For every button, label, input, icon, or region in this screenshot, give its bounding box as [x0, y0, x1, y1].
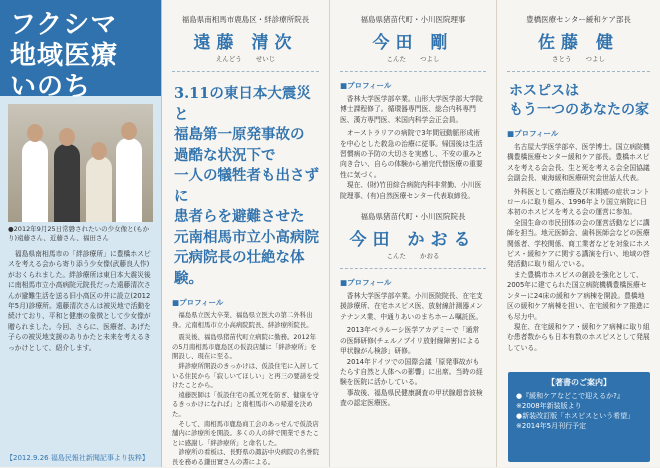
divider: [507, 71, 650, 72]
lead-body: 福島県南相馬市の「絆診療所」に豊橋ホスピスを考える会から寄り添う少女像(武藤良人作)がおくられました。絆診療所は東日本大震災後に南相馬市立小高病院元院長だった遠藤清次さんが避難生活を送る旧小高区の井に設立(2012年5月)診療所。遠藤清次さんは被災地で活動を続けており、平和と健康の象徴として少女像が贈られました。今回、さらに、医療者、あげた子らの被災地支援のありかたと未来を考えるきっかけとして、紹介します。: [8, 250, 151, 352]
group-photo: [8, 104, 153, 222]
book-2: ●新装改訂版「ホスピスという希望」: [516, 412, 635, 420]
konta-kaoru-kana: こんた かおる: [386, 252, 440, 261]
konta-tsuyoshi-body: オーストラリアの病院で3年間冠動脈形成術を中心とした救急の治療に従事。帰国後は生活習慣病の予防の大切さを実感し、不安の重みと向き合い、自らの体験から補完代替医療の重要性に気づく。 現在、(財)竹田綜合病院内科非常勤、小川医院理事、(有)自然医療センター代表取締役。: [340, 129, 483, 200]
konta-kaoru-name: 今田 かおる: [349, 230, 477, 251]
endo-profile-label: ■プロフィール: [172, 298, 224, 307]
sato-headline: ホスピスは もう一つのあなたの家: [509, 83, 649, 118]
konta-tsuyoshi-profile: 香林大学医学部卒業。山形大学医学部大学院博士課程修了。循環器専門医、総合内科専門医、漢方専門医、米国内科学会正会員。: [340, 95, 483, 124]
sato-name: 佐藤 健: [538, 33, 619, 53]
book-2-note: ※2014年5月刊行予定: [516, 422, 587, 430]
photo-caption: ●2012年9月25日常磐されたいの少女像と(もかり)遠藤さん、近藤さん、福田さん: [8, 225, 150, 242]
konta-kaoru-profile-label: ■プロフィール: [340, 278, 392, 288]
endo-headline: 3.11の東日本大震災と 福島第一原発事故の 過酷な状況下で 一人の犠牲者も出さずに 患者らを避難させた 元南相馬市立小高病院 元病院長の壮絶な体験。: [174, 85, 319, 287]
sato-kana: さとう つよし: [552, 55, 605, 63]
lead-column: [0, 0, 162, 467]
konta-tsuyoshi-profile-label: ■プロフィール: [340, 81, 392, 90]
books-title: 【著書のご案内】: [547, 378, 611, 387]
divider: [340, 268, 486, 269]
konta-tsuyoshi-kana: こんた つよし: [386, 55, 440, 63]
konta-kaoru-body: 2013年ベラルーシ医学アカデミーで「通常の医師研修(チェルノブイリ放射線障害)による甲状腺がん検診」研修。 2014年ドイツでの国際会議「原発事故がもたらす自然と人体への影響」に出席。当時の経験を医院に活かしている。 事故後、福島県民健康調査の甲状腺超音波検査の認定医療医。: [340, 326, 483, 408]
divider: [340, 71, 486, 72]
endo-kana: えんどう せいじ: [215, 55, 276, 63]
book-1: ●『緩和ケアなどこで迎えるか?』: [516, 392, 624, 400]
endo-column: [162, 0, 330, 467]
endo-name: 遠藤 清次: [193, 33, 298, 53]
endo-affiliation: 福島県南相馬市鹿島区・絆診療所院長: [181, 15, 310, 24]
konta-kaoru-affiliation: 福島県猪苗代町・小川医院院長: [360, 212, 466, 222]
sato-affiliation: 豊橋医療センター緩和ケア部長: [526, 15, 631, 24]
konta-kaoru-profile: 香林大学医学部卒業。小川医院院長、在宅支援診療所、在宅ホスピス医、放射線計測器メンテナンス業、中通りあいのまちホーム嘱託医。: [340, 292, 483, 321]
sato-body: 外科医として癌治療及び末期癌の症状コントロールに取り組み、1996年より国立病院に日本初のホスピスを考える会の運営に参加。 全国生命の市民団体の会の運営活動などに講師を担当。地元医師会、歯科医師会などの医療関係者、学校関係、商工業者などを対象にホスピス・緩和ケアに関する講演を行い、地域の啓発活動に取り組んでいる。 また豊橋市ホスピスの創設を強化として、2005年に建てられた国立病院機構豊橋医療センターに24床の緩和ケア病棟を開設。豊橋地区の緩和ケア病棟を担い、在宅緩和ケア推進にも尽力中。 現在、在宅緩和ケア・緩和ケア病棟に取り組む患者数からも日本有数のホスピスとして発展している。: [507, 187, 650, 352]
lead-title-line-2: 地域医療: [10, 41, 119, 71]
lead-title-line-3: いのち: [10, 72, 92, 102]
endo-body: 震災後、福島県猪苗代町立病院に勤務。2012年の5月南相馬市鹿島区の仮設店舗に「絆診療所」を開設し、現在に至る。 絆診療所開設のきっかけは、仮設住宅に入居している住民から「寂しいてほしい」と再三の要請を受けたことから。 遠藤医師は「仮設住宅の孤立死を防ぎ、健康を守るきっかけになれば」と南相馬市への帰還を決めた。 そして、南相馬市鹿島商工会のあっせんで仮設店舗内に診療所を開設。多くの人の絆で開業できたことに感謝し「絆診療所」と命名した。 診療所の看板は、長野県の諏訪中央病院の名誉院長を務める鎌田實さんの書による。: [172, 333, 319, 466]
divider: [172, 71, 319, 72]
book-1-note: ※2008年新装版より: [516, 402, 582, 410]
lead-title-band: [0, 0, 161, 102]
lead-title-line-1: フクシマ: [10, 10, 118, 40]
books-box: [508, 372, 650, 462]
konta-tsuyoshi-name: 今田 剛: [372, 33, 454, 53]
source-footnote: 【2012.9.26 福島民報社新聞記事より抜粋】: [6, 454, 149, 462]
endo-profile: 福島県立医大卒業、福島県立医大の第二外科出身。元南相馬市立小高病院院長、絆診療所院長。: [172, 311, 313, 329]
konta-tsuyoshi-affiliation: 福島県猪苗代町・小川医院理事: [360, 15, 466, 24]
sato-profile-label: ■プロフィール: [507, 129, 559, 138]
konta-column: [330, 0, 497, 467]
sato-profile: 名古屋大学医学部卒、医学博士。国立病院機構豊橋医療センター緩和ケア部長。豊橋ホスピスを考える会会長、生と死を考える会全国協議会副会長、東海緩和医療研究会世話人代表。: [507, 143, 650, 183]
